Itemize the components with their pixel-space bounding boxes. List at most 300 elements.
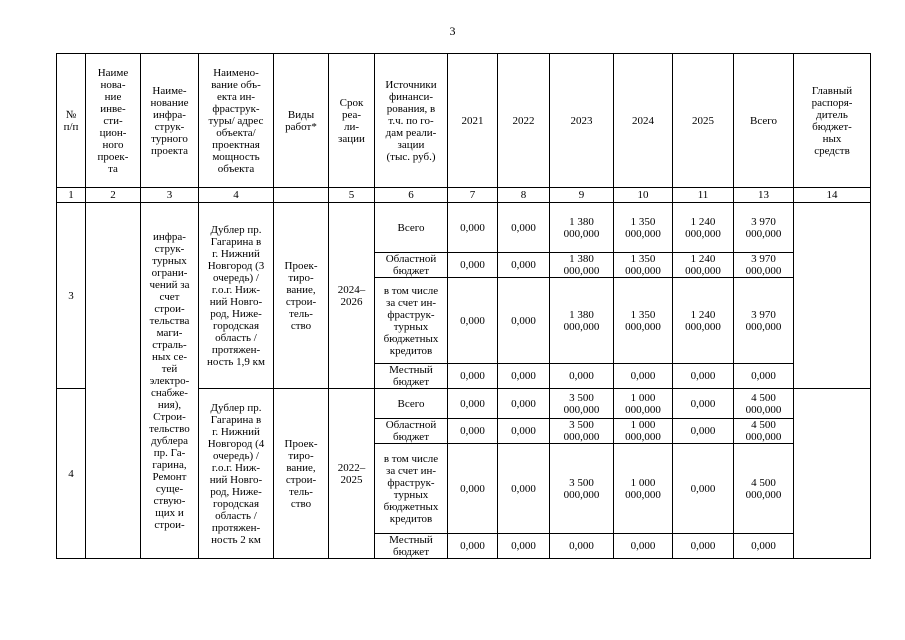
header-cell [614,54,673,188]
cell-line: кредитов [389,344,433,357]
cell-line: 000,000 [625,431,661,443]
cell-line: бюджет [393,376,429,388]
year-2024-value [614,389,673,419]
cell-line: рования, в [386,102,436,115]
cell-line: 0,000 [511,425,536,437]
cell-line: 4 500 [751,476,776,489]
cell-line: 0,000 [690,540,716,552]
page-number: 3 [449,24,456,38]
cell-line: 000,000 [625,227,661,240]
cell-line: 4 [68,467,74,480]
cell-line: 3 500 [569,391,594,404]
cell-line: Всего [397,397,425,410]
year-2025-value [673,419,734,444]
cell-line: 000,000 [685,227,721,240]
year-2024-value [614,278,673,364]
cell-line: 0,000 [460,482,485,495]
year-2022-value [498,444,550,534]
cell-line: распоря- [811,96,853,109]
object-name [199,203,274,389]
cell-line: Строи- [153,410,186,423]
cell-line: 000,000 [563,431,600,443]
cell-line: Главный [811,84,853,97]
year-2023-value [550,389,614,419]
header-cell [550,54,614,188]
cell-line: 2024– [337,283,366,296]
header-cell [734,54,794,188]
header-cell [141,54,199,188]
cell-line: туры/ адрес [208,114,264,127]
year-2024-value [614,253,673,278]
cell-line: городская [212,497,260,510]
cell-line: щих и [155,506,184,519]
header-cell [448,54,498,188]
year-2025-value [673,534,734,559]
cell-line: г.о.г. Ниж- [211,461,261,474]
cell-line: 1 240 [690,253,716,265]
column-number-cell: 3 [141,188,199,203]
funding-source [375,364,448,389]
cell-line: 000,000 [625,265,661,277]
header-cell [375,54,448,188]
cell-line: Наиме- [152,84,187,97]
cell-line: 000,000 [685,265,721,277]
column-number-cell: 6 [375,188,448,203]
cell-line: проектная [212,138,260,151]
total-value [734,203,794,253]
funding-source [375,419,448,444]
funding-source [375,253,448,278]
investment-project-name [86,203,141,559]
cell-line: тиро- [288,449,314,462]
cell-line: строи- [285,295,317,308]
cell-line: г.о.г. Ниж- [211,283,261,296]
column-number-cell: 4 [199,188,274,203]
cell-line: та [108,162,118,175]
cell-line: 0,000 [460,221,485,234]
cell-line: сти- [103,114,123,127]
cell-line: гарина, [152,458,187,471]
cell-line: городская [212,319,260,332]
column-number-cell: 8 [498,188,550,203]
year-2022-value [498,534,550,559]
cell-line: ний Новго- [209,473,263,486]
cell-line: Областной [385,253,437,265]
year-2023-value [550,253,614,278]
cell-line: ных се- [151,350,188,363]
cell-line: тель- [289,485,313,498]
year-2022-value [498,419,550,444]
cell-line: реа- [341,108,362,121]
cell-line: г. Нижний [212,247,260,260]
funding-source [375,203,448,253]
cell-line: 2025 [340,473,363,486]
total-value [734,444,794,534]
year-2023-value [550,364,614,389]
total-value [734,534,794,559]
cell-line: 0,000 [751,370,776,382]
cell-line: цион- [99,126,127,139]
cell-line: Ремонт [152,470,187,483]
year-2024-value [614,364,673,389]
cell-line: 0,000 [460,259,485,271]
cell-line: страль- [152,338,187,351]
cell-line: область / [215,509,257,522]
cell-line: бюджет [393,265,429,277]
cell-line: нование [150,96,189,109]
cell-line: род, Ниже- [210,485,262,498]
cell-line: Областной [385,419,437,431]
cell-line: чений за [149,278,190,291]
cell-line: 1 380 [569,308,594,321]
cell-line: строи- [285,473,317,486]
cell-line: 1 240 [690,215,716,228]
cell-line: 1 350 [630,308,656,321]
year-2022-value [498,253,550,278]
cell-line: 0,000 [511,221,536,234]
year-2025-value [673,203,734,253]
cell-line: за счет ин- [385,464,437,477]
cell-line: 1 350 [630,253,656,265]
cell-line: Местный [389,534,433,546]
total-value [734,278,794,364]
cell-line: 000,000 [563,265,600,277]
cell-line: строи- [154,302,185,315]
cell-line: нова- [100,78,126,91]
implementation-period [329,203,375,389]
cell-line: счет [159,290,180,303]
cell-line: 1 240 [690,308,716,321]
cell-line: фраструк- [387,308,435,321]
cell-line: турных [393,320,429,333]
cell-line: снабже- [151,386,188,399]
cell-line: мощность [212,150,260,163]
cell-line: ность 2 км [211,533,261,546]
cell-line: объекта [217,162,255,175]
cell-line: 1 350 [630,215,656,228]
cell-line: 0,000 [511,397,536,410]
year-2024-value [614,444,673,534]
cell-line: 000,000 [625,488,661,501]
cell-line: очередь) / [213,449,259,462]
cell-line: 000,000 [563,320,600,333]
cell-line: Наиме [97,66,129,79]
header-cell [673,54,734,188]
cell-line: 000,000 [745,431,782,443]
cell-line: 2022 [512,114,535,127]
column-number-cell: 2 [86,188,141,203]
total-value [734,364,794,389]
cell-line: 000,000 [745,227,782,240]
year-2021-value [448,364,498,389]
infrastructure-project-name [141,203,199,559]
cell-line: 1 380 [569,215,594,228]
cell-line: протяжен- [211,521,261,534]
cell-line: 3 [68,289,74,302]
cell-line: ных [822,132,842,145]
object-name [199,389,274,559]
cell-line: Срок [339,96,364,109]
cell-line: дам реали- [385,126,437,139]
year-2021-value [448,419,498,444]
cell-line: 3 970 [751,308,776,321]
year-2025-value [673,278,734,364]
year-2023-value [550,203,614,253]
cell-line: 0,000 [511,370,536,382]
cell-line: строи- [154,518,185,531]
total-value [734,419,794,444]
cell-line: 1 000 [630,476,656,489]
cell-line: в том числе [383,284,439,297]
cell-line: финанси- [388,90,434,103]
cell-line: тей [161,362,178,375]
funding-source [375,278,448,364]
cell-line: 0,000 [511,540,536,552]
cell-line: струк- [154,120,185,133]
investment-projects-table [56,53,871,559]
cell-line: ность 1,9 км [207,355,265,368]
cell-line: электро- [149,374,190,387]
cell-line: 4 500 [751,391,776,404]
cell-line: фраструк- [212,102,260,115]
cell-line: 0,000 [511,259,536,271]
table-row [57,203,871,253]
cell-line: т.ч. по го- [388,114,434,127]
cell-line: 0,000 [569,370,594,382]
cell-line: Местный [389,364,433,376]
cell-line: бюджет- [812,120,852,133]
cell-line: турного [151,132,188,145]
cell-line: Всего [397,221,425,234]
cell-line: 000,000 [685,320,721,333]
year-2023-value [550,419,614,444]
column-number-cell: 13 [734,188,794,203]
cell-line: 0,000 [460,397,485,410]
cell-line: в том числе [383,452,439,465]
cell-line: тельство [149,422,190,435]
header-cell [199,54,274,188]
cell-line: пр. Га- [153,446,186,459]
cell-line: кредитов [389,512,433,525]
cell-line: п/п [63,120,79,133]
cell-line: тиро- [288,271,314,284]
year-2022-value [498,364,550,389]
cell-line: проекта [151,144,188,157]
cell-line: ного [102,138,124,151]
cell-line: проек- [97,150,129,163]
column-number-cell: 7 [448,188,498,203]
cell-line: № [65,108,77,121]
cell-line: бюджетных [383,332,439,345]
cell-line: 0,000 [690,397,716,410]
funding-source [375,444,448,534]
cell-line: ство [290,497,312,510]
cell-line: дитель [816,108,848,121]
cell-line: дублера [150,434,189,447]
cell-line: 000,000 [625,403,661,416]
column-number-cell: 1 [57,188,86,203]
cell-line: 000,000 [745,265,782,277]
year-2023-value [550,444,614,534]
year-2024-value [614,419,673,444]
funding-source [375,389,448,419]
cell-line: вание, [286,461,316,474]
cell-line: Новгород (4 [207,437,265,450]
cell-line: 0,000 [511,482,536,495]
year-2023-value [550,534,614,559]
column-number-row [57,188,871,203]
cell-line: Источники [385,78,437,91]
chief-budget-manager [794,203,871,389]
column-number-cell: 10 [614,188,673,203]
year-2021-value [448,203,498,253]
cell-line: инфра- [153,108,186,121]
cell-line: зации [397,138,425,151]
year-2022-value [498,203,550,253]
work-types [274,389,329,559]
year-2023-value [550,278,614,364]
cell-line: бюджетных [383,500,439,513]
cell-line: 2021 [461,114,484,127]
cell-line: 0,000 [460,370,485,382]
cell-line: зации [338,132,365,145]
column-number-cell: 5 [329,188,375,203]
year-2025-value [673,444,734,534]
cell-line: ство [290,319,312,332]
column-number-cell: 11 [673,188,734,203]
cell-line: ли- [343,120,360,133]
year-2022-value [498,278,550,364]
cell-line: 000,000 [563,488,600,501]
year-2021-value [448,278,498,364]
cell-line: 0,000 [569,540,594,552]
cell-line: 0,000 [511,314,536,327]
cell-line: 000,000 [745,320,782,333]
header-cell [86,54,141,188]
column-number-cell: 14 [794,188,871,203]
cell-line: Гагарина в [210,235,262,248]
cell-line: тельства [149,314,190,327]
total-value [734,389,794,419]
year-2025-value [673,253,734,278]
cell-line: инве- [100,102,126,115]
year-2021-value [448,389,498,419]
cell-line: 3 500 [569,476,594,489]
cell-line: 0,000 [690,370,716,382]
cell-line: г. Нижний [212,425,260,438]
cell-line: 000,000 [563,227,600,240]
row-number [57,203,86,389]
cell-line: 2023 [570,114,593,127]
cell-line: Наимено- [213,66,259,79]
cell-line: 0,000 [690,482,716,495]
year-2025-value [673,364,734,389]
cell-line: Всего [750,114,777,127]
cell-line: Гагарина в [210,413,262,426]
cell-line: Новгород (3 [207,259,265,272]
cell-line: турных [152,254,187,267]
header-cell [498,54,550,188]
cell-line: 0,000 [751,540,776,552]
header-row [57,54,871,188]
cell-line: 2022– [337,461,366,474]
header-cell [274,54,329,188]
cell-line: 000,000 [625,320,661,333]
cell-line: ограни- [151,266,188,279]
cell-line: область / [215,331,257,344]
cell-line: фраструк- [387,476,435,489]
cell-line: за счет ин- [385,296,437,309]
year-2022-value [498,389,550,419]
cell-line: очередь) / [213,271,259,284]
cell-line: Виды [287,108,315,121]
cell-line: бюджет [393,431,429,443]
cell-line: средств [814,144,850,157]
cell-line: 2024 [632,114,654,127]
chief-budget-manager [794,389,871,559]
cell-line: 1 380 [569,253,594,265]
cell-line: ний Новго- [209,295,263,308]
cell-line: 000,000 [745,488,782,501]
cell-line: 0,000 [460,425,485,437]
cell-line: бюджет [393,546,429,558]
year-2024-value [614,203,673,253]
implementation-period [329,389,375,559]
cell-line: 0,000 [630,540,656,552]
cell-line: Проек- [284,437,318,450]
header-cell [57,54,86,188]
table-body [57,54,871,559]
cell-line: ствую- [153,494,186,507]
cell-line: 1 000 [630,419,656,431]
cell-line: объекта/ [216,126,256,139]
cell-line: 3 970 [751,253,776,265]
cell-line: 3 970 [751,215,776,228]
cell-line: екта ин- [216,90,256,103]
year-2024-value [614,534,673,559]
cell-line: Дублер пр. [210,401,262,414]
funding-source [375,534,448,559]
cell-line: 1 000 [630,391,656,404]
cell-line: 0,000 [460,314,485,327]
cell-line: 0,000 [630,370,656,382]
cell-line: 000,000 [745,403,782,416]
cell-line: Дублер пр. [210,223,262,236]
work-types [274,203,329,389]
year-2021-value [448,534,498,559]
cell-line: инфра- [153,230,186,243]
year-2025-value [673,389,734,419]
cell-line: ние [104,90,122,103]
cell-line: 000,000 [563,403,600,416]
cell-line: Проек- [284,259,318,272]
cell-line: 0,000 [460,540,485,552]
cell-line: струк- [154,242,185,255]
cell-line: 2025 [692,114,714,127]
cell-line: вание объ- [211,78,261,91]
cell-line: тель- [289,307,313,320]
cell-line: 0,000 [690,425,716,437]
cell-line: суще- [155,482,184,495]
year-2021-value [448,444,498,534]
cell-line: 3 500 [569,419,594,431]
cell-line: ния), [157,398,182,411]
header-cell [794,54,871,188]
cell-line: 4 500 [751,419,776,431]
cell-line: вание, [286,283,316,296]
row-number [57,389,86,559]
cell-line: маги- [156,326,183,339]
